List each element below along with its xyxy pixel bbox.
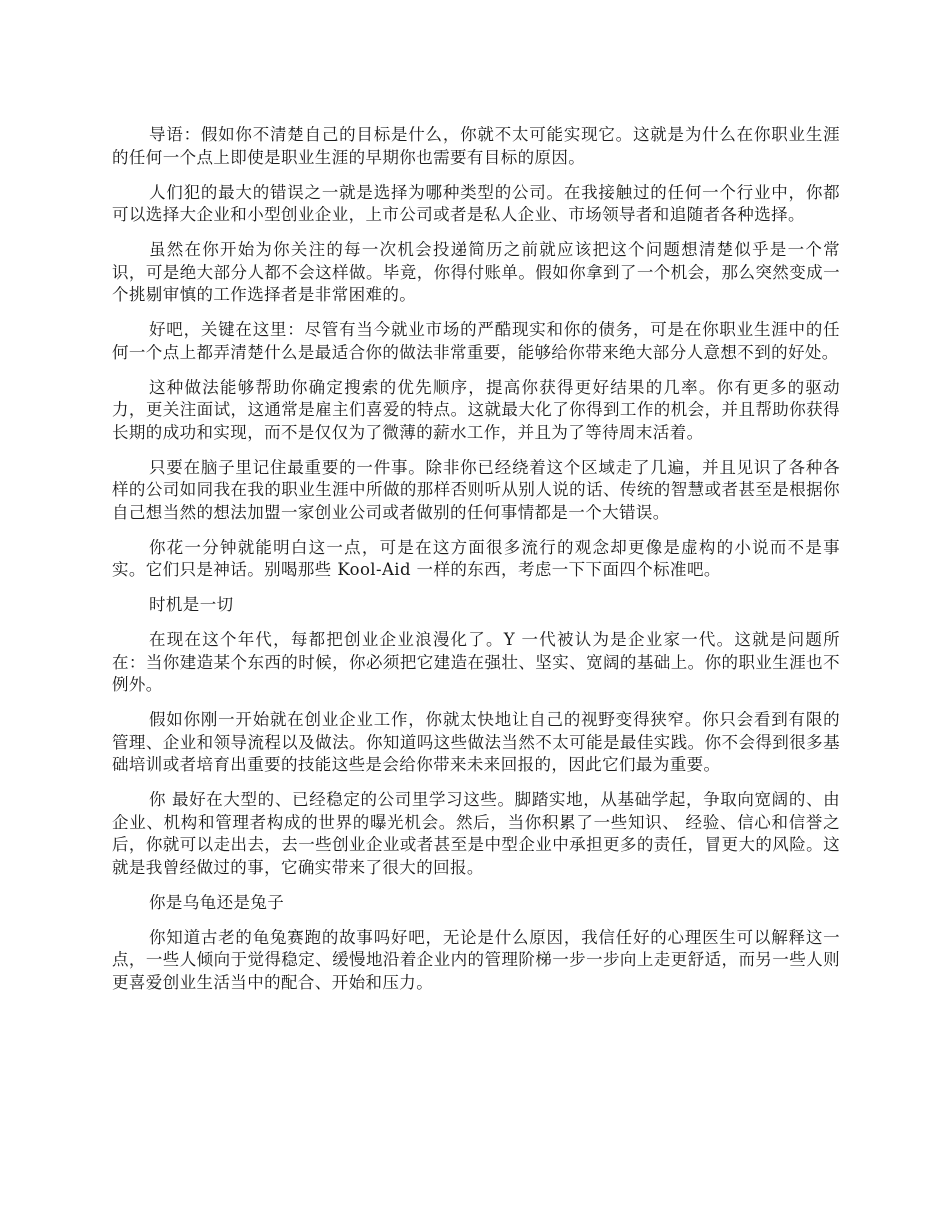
paragraph: 在现在这个年代，每都把创业企业浪漫化了。Y 一代被认为是企业家一代。这就是问题所在：当你建造某个东西的时候，你必须把它建造在强壮、坚实、宽阔的基础上。你的职业生涯也不例外。	[112, 630, 840, 694]
paragraph: 好吧，关键在这里：尽管有当今就业市场的严酷现实和你的债务，可是在你职业生涯中的任何一个点上都弄清楚什么是最适合你的做法非常重要，能够给你带来绝大部分人意想不到的好处。	[112, 320, 840, 362]
paragraph: 你花一分钟就能明白这一点，可是在这方面很多流行的观念却更像是虚构的小说而不是事实。它们只是神话。别喝那些 Kool-Aid 一样的东西，考虑一下下面四个标准吧。	[112, 537, 840, 579]
paragraph: 虽然在你开始为你关注的每一次机会投递简历之前就应该把这个问题想清楚似乎是一个常识，可是绝大部分人都不会这样做。毕竟，你得付账单。假如你拿到了一个机会，那么突然变成一个挑剔审慎的工作选择者是非常困难的。	[112, 240, 840, 304]
paragraph: 这种做法能够帮助你确定搜索的优先顺序，提高你获得更好结果的几率。你有更多的驱动力，更关注面试，这通常是雇主们喜爱的特点。这就最大化了你得到工作的机会，并且帮助你获得长期的成功和实现，而不是仅仅为了微薄的薪水工作，并且为了等待周末活着。	[112, 377, 840, 442]
paragraph: 假如你刚一开始就在创业企业工作，你就太快地让自己的视野变得狭窄。你只会看到有限的管理、企业和领导流程以及做法。你知道吗这些做法当然不太可能是最佳实践。你不会得到很多基础培训或者培育出重要的技能这些是会给你带来未来回报的，因此它们最为重要。	[112, 710, 840, 774]
paragraph: 人们犯的最大的错误之一就是选择为哪种类型的公司。在我接触过的任何一个行业中，你都可以选择大企业和小型创业企业，上市公司或者是私人企业、市场领导者和追随者各种选择。	[112, 182, 840, 224]
paragraph: 你知道古老的龟兔赛跑的故事吗好吧，无论是什么原因，我信任好的心理医生可以解释这一点，一些人倾向于觉得稳定、缓慢地沿着企业内的管理阶梯一步一步向上走更舒适，而另一些人则更喜爱创业生活当中的配合、开始和压力。	[112, 927, 840, 992]
paragraph-intro: 导语：假如你不清楚自己的目标是什么，你就不太可能实现它。这就是为什么在你职业生涯的任何一个点上即使是职业生涯的早期你也需要有目标的原因。	[112, 125, 840, 167]
section-heading-timing: 时机是一切	[149, 595, 234, 614]
paragraph: 只要在脑子里记住最重要的一件事。除非你已经绕着这个区域走了几遍，并且见识了各种各样的公司如同我在我的职业生涯中所做的那样否则听从别人说的话、传统的智慧或者甚至是根据你自己想当然的想法加盟一家创业公司或者做别的任何事情都是一个大错误。	[112, 457, 840, 522]
paragraph: 你 最好在大型的、已经稳定的公司里学习这些。脚踏实地，从基础学起，争取向宽阔的、由企业、机构和管理者构成的世界的曝光机会。然后，当你积累了一些知识、 经验、信心和信誉之后，你就可以走出去，去一些创业企业或者甚至是中型企业中承担更多的责任，冒更大的风险。这就是我曾经做过的事，它确实带来了很大的回报。	[112, 790, 840, 877]
section-heading-tortoise-hare: 你是乌龟还是兔子	[149, 892, 285, 912]
document-body	[112, 124, 840, 1007]
